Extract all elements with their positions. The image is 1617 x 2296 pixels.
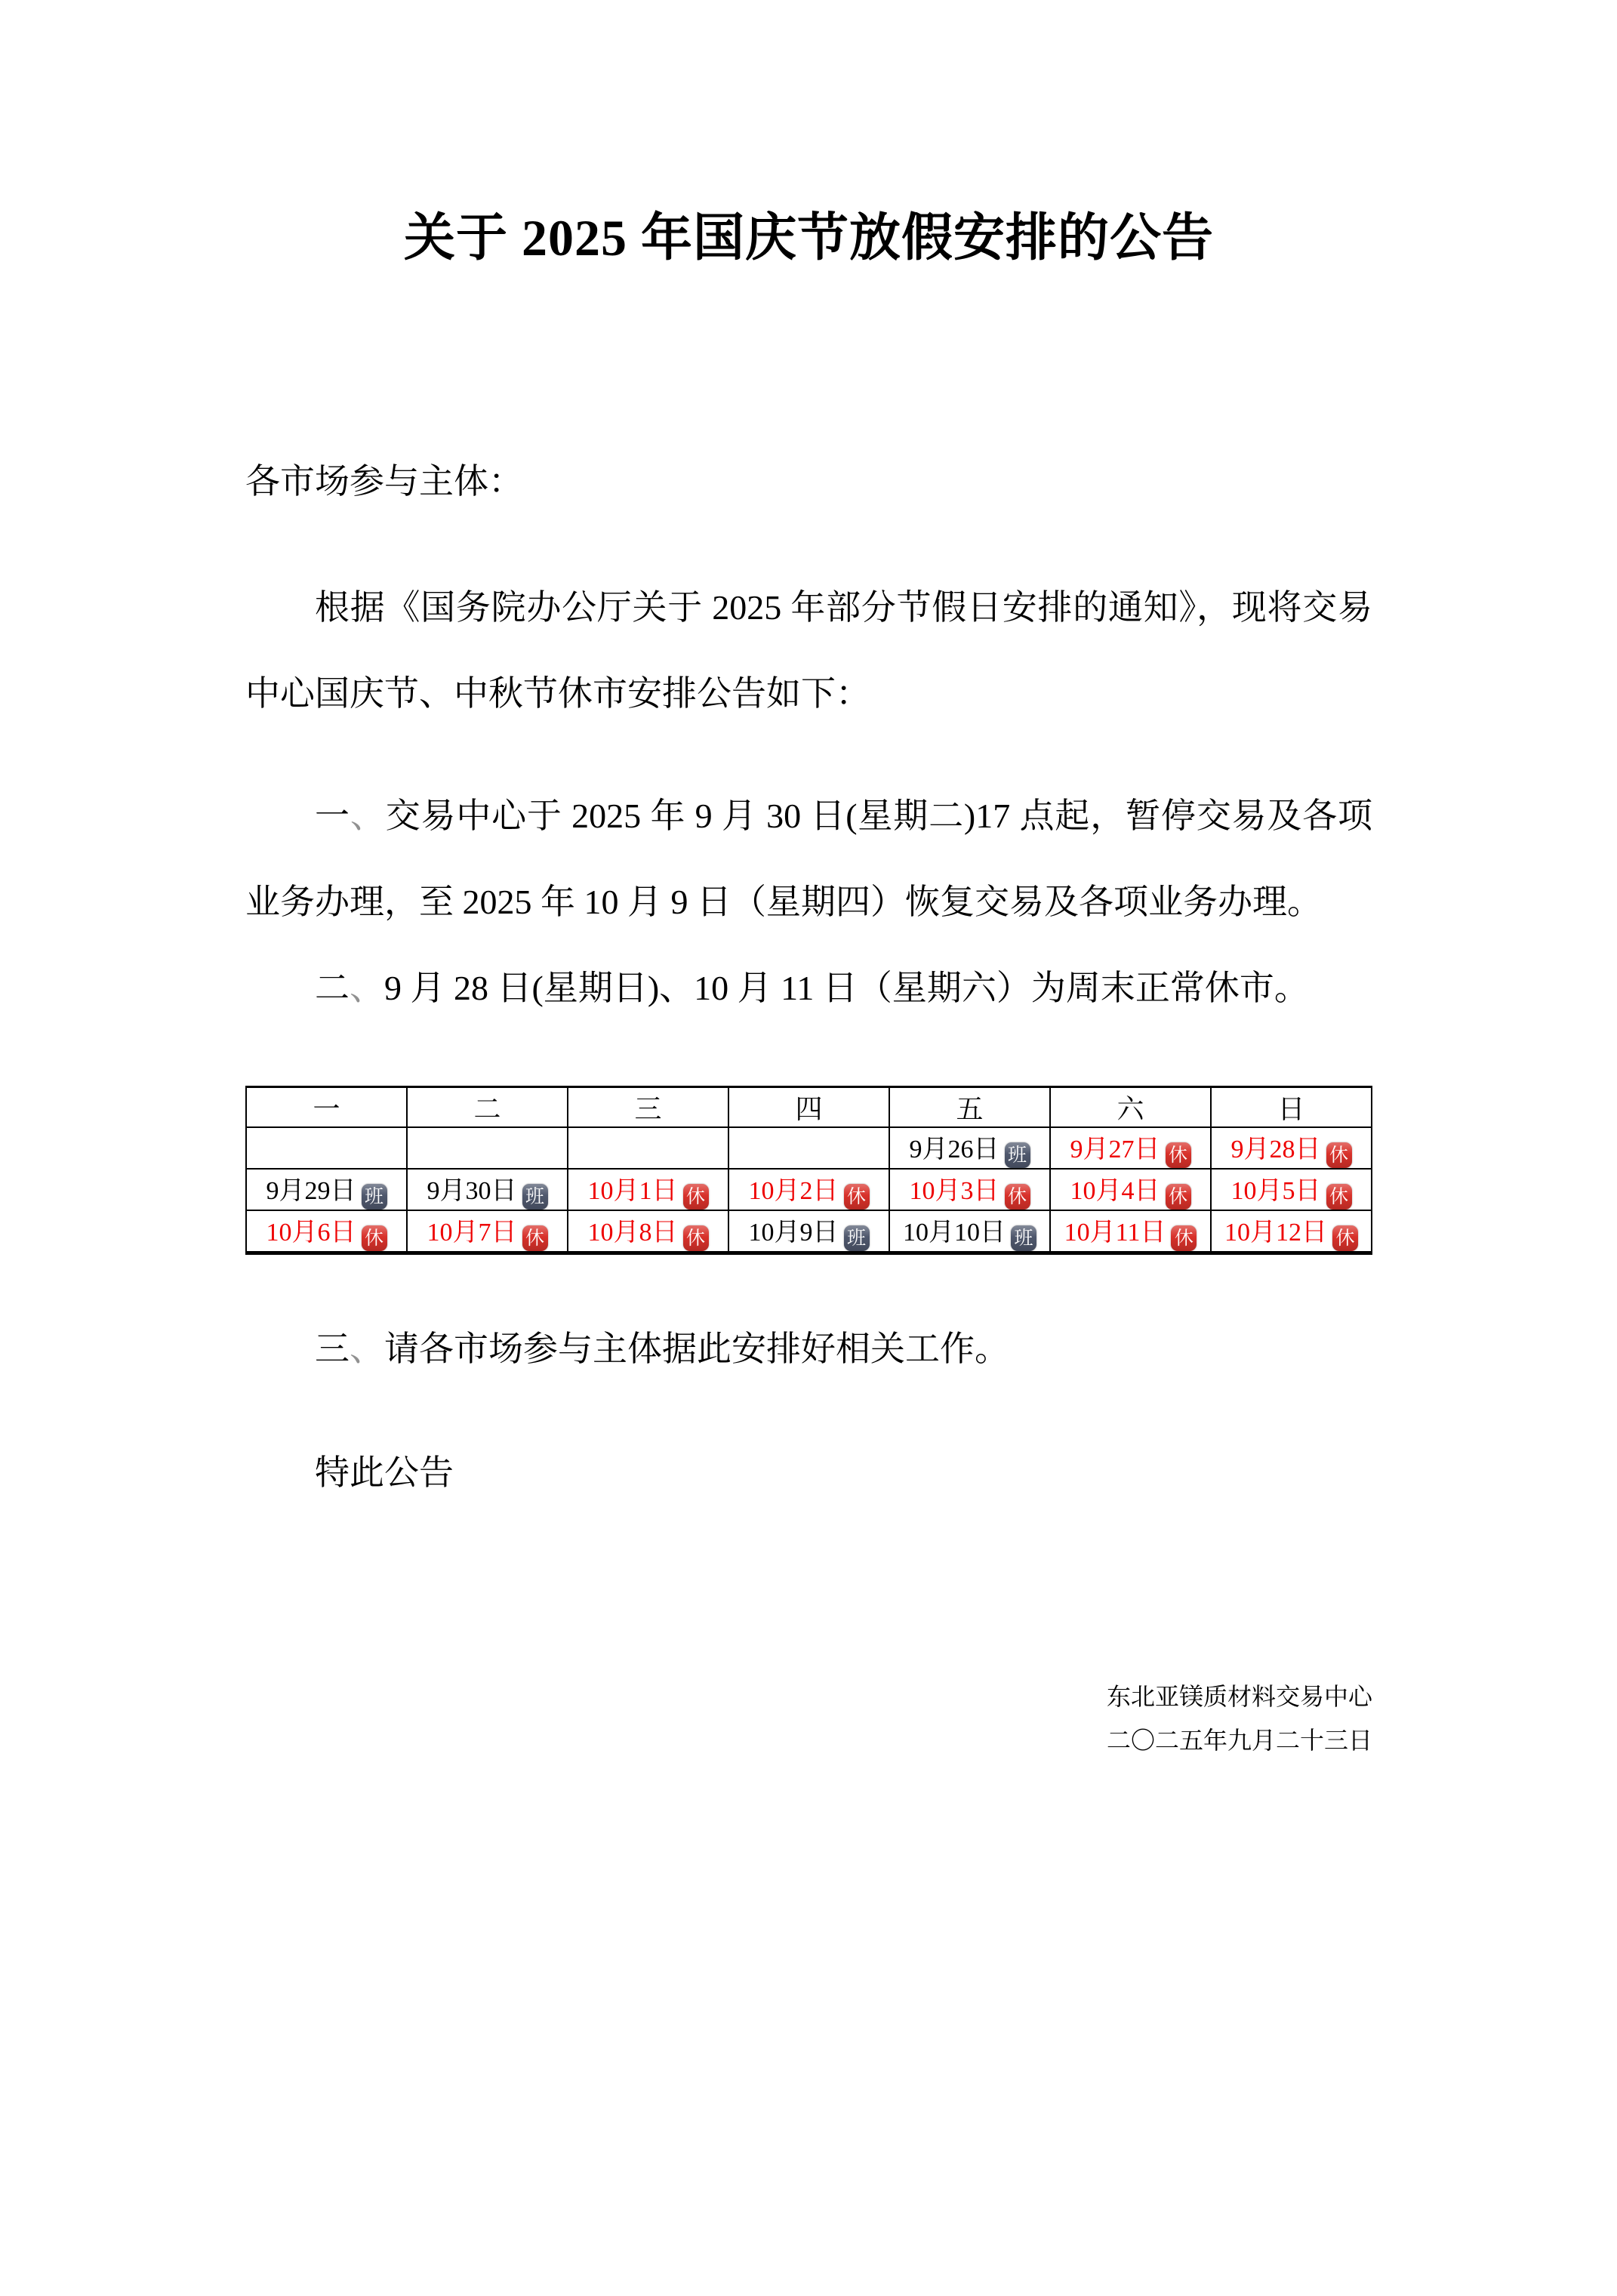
calendar-date: 10月8日	[587, 1219, 678, 1247]
calendar-cell	[1211, 1210, 1372, 1253]
calendar-cell	[246, 1127, 407, 1169]
calendar-header-row	[246, 1087, 1372, 1128]
weekday-header: 五	[889, 1087, 1050, 1128]
calendar-cell	[407, 1127, 568, 1169]
calendar-cell	[568, 1169, 728, 1210]
calendar-body	[246, 1127, 1372, 1253]
rest-badge: 休	[362, 1225, 387, 1251]
holiday-calendar-table	[245, 1086, 1372, 1255]
calendar-cell	[889, 1210, 1050, 1253]
calendar-date: 10月1日	[587, 1177, 678, 1205]
calendar-cell	[728, 1127, 889, 1169]
calendar-cell	[568, 1127, 728, 1169]
item-text: 请各市场参与主体据此安排好相关工作。	[384, 1330, 1009, 1368]
rest-badge: 休	[1171, 1225, 1197, 1251]
item-text: 交易中心于 2025 年 9 月 30 日(星期二)17 点起，暂停交易及各项业务办理，至 2025 年 10 月 9 日（星期四）恢复交易及各项业务办理。	[245, 797, 1373, 921]
salutation: 各市场参与主体：	[245, 462, 523, 501]
paragraph-item-3	[245, 1306, 1372, 1392]
calendar-date: 9月29日	[266, 1177, 356, 1205]
item-comma: 、	[350, 797, 386, 835]
calendar-date: 10月11日	[1064, 1219, 1166, 1247]
calendar-row	[246, 1210, 1372, 1253]
calendar-date: 10月9日	[748, 1219, 839, 1247]
calendar-date: 10月3日	[909, 1177, 999, 1205]
item-comma: 、	[350, 1330, 384, 1368]
weekday-header: 一	[246, 1087, 407, 1128]
rest-badge: 休	[1326, 1184, 1352, 1210]
calendar-date: 10月7日	[427, 1219, 517, 1247]
calendar-date: 10月4日	[1070, 1177, 1160, 1205]
calendar-cell	[1211, 1127, 1372, 1169]
rest-badge: 休	[844, 1184, 870, 1210]
calendar-cell	[407, 1210, 568, 1253]
weekday-header: 三	[568, 1087, 728, 1128]
work-badge: 班	[1005, 1142, 1030, 1168]
calendar-date: 10月10日	[903, 1219, 1006, 1247]
calendar-cell	[407, 1169, 568, 1210]
rest-badge: 休	[1332, 1225, 1358, 1251]
weekday-header: 二	[407, 1087, 568, 1128]
calendar-date: 9月28日	[1230, 1136, 1321, 1163]
calendar-date: 10月2日	[748, 1177, 839, 1205]
calendar-cell	[889, 1127, 1050, 1169]
work-badge: 班	[844, 1225, 870, 1251]
calendar-date: 10月5日	[1230, 1177, 1321, 1205]
signature-block	[245, 1675, 1372, 1762]
weekday-header: 四	[728, 1087, 889, 1128]
calendar-cell	[1211, 1169, 1372, 1210]
calendar-cell	[1050, 1127, 1211, 1169]
calendar-cell	[889, 1169, 1050, 1210]
item-number: 一	[315, 797, 350, 835]
page-title: 关于 2025 年国庆节放假安排的公告	[403, 209, 1214, 267]
paragraph-intro: 根据《国务院办公厅关于 2025 年部分节假日安排的通知》，现将交易中心国庆节、中秋节休市安排公告如下：	[245, 588, 1372, 713]
weekday-header: 日	[1211, 1087, 1372, 1128]
paragraph-item-1	[245, 773, 1372, 945]
work-badge: 班	[362, 1184, 387, 1210]
calendar-row	[246, 1169, 1372, 1210]
work-badge: 班	[522, 1184, 548, 1210]
signature-date: 二〇二五年九月二十三日	[1106, 1727, 1372, 1754]
calendar-cell	[1050, 1169, 1211, 1210]
calendar-cell	[246, 1210, 407, 1253]
calendar-date: 9月30日	[427, 1177, 517, 1205]
rest-badge: 休	[1166, 1184, 1191, 1210]
closing-statement: 特此公告	[315, 1453, 454, 1492]
calendar-date: 10月12日	[1224, 1219, 1327, 1247]
calendar-date: 9月26日	[909, 1136, 999, 1163]
work-badge: 班	[1011, 1225, 1036, 1251]
calendar-cell	[728, 1210, 889, 1253]
paragraph-item-2	[245, 945, 1372, 1031]
item-comma: 、	[350, 969, 384, 1007]
calendar-date: 10月6日	[266, 1219, 356, 1247]
item-number: 二	[315, 969, 350, 1007]
weekday-header: 六	[1050, 1087, 1211, 1128]
rest-badge: 休	[1326, 1142, 1352, 1168]
item-text: 9 月 28 日(星期日)、10 月 11 日（星期六）为周末正常休市。	[384, 969, 1309, 1007]
rest-badge: 休	[683, 1184, 709, 1210]
calendar-cell	[728, 1169, 889, 1210]
calendar-row	[246, 1127, 1372, 1169]
calendar-cell	[1050, 1210, 1211, 1253]
calendar-date: 9月27日	[1070, 1136, 1160, 1163]
calendar-cell	[568, 1210, 728, 1253]
rest-badge: 休	[522, 1225, 548, 1251]
rest-badge: 休	[1005, 1184, 1030, 1210]
rest-badge: 休	[1166, 1142, 1191, 1168]
item-number: 三	[315, 1330, 350, 1368]
calendar-cell	[246, 1169, 407, 1210]
rest-badge: 休	[683, 1225, 709, 1251]
signature-org: 东北亚镁质材料交易中心	[1106, 1683, 1372, 1710]
